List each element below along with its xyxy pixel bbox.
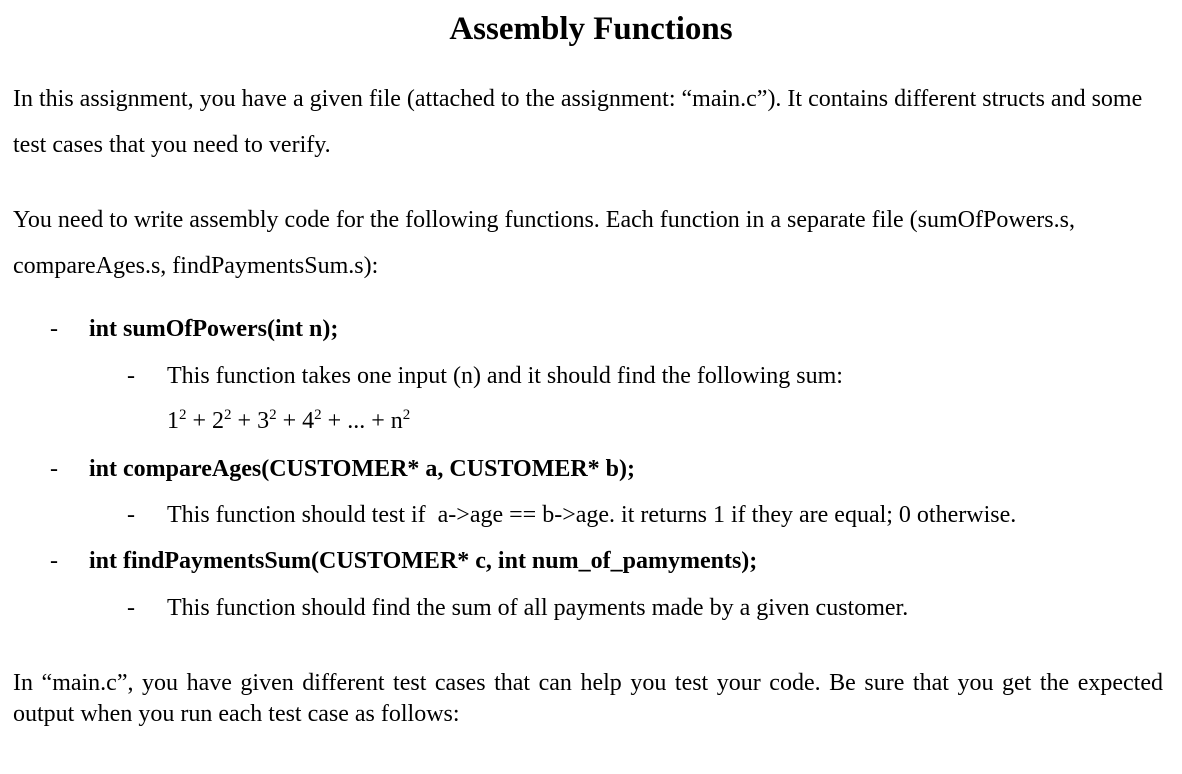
sum-of-squares-formula <box>167 405 410 437</box>
document-title: Assembly Functions <box>449 11 733 47</box>
bullet-dash: - <box>50 456 58 482</box>
formula-term-base: 1 <box>167 408 179 434</box>
function-signature: int sumOfPowers(int n); <box>89 316 339 342</box>
formula-term-exponent: 2 <box>179 407 187 423</box>
formula-term-base: 4 <box>302 408 315 434</box>
function-signature: int compareAges(CUSTOMER* a, CUSTOMER* b); <box>89 456 636 482</box>
formula-ellipsis: ... <box>347 408 366 434</box>
sub-bullet-dash: - <box>127 502 135 528</box>
instructions-paragraph: You need to write assembly code for the following functions. Each function in a separate file (sumOfPowers.s, compareAges.s, findPaymentsSum.s): <box>13 207 1075 279</box>
formula-plus: + <box>186 408 213 434</box>
formula-term-base: n <box>390 408 403 434</box>
formula-term-exponent: 2 <box>224 407 232 423</box>
formula-term-exponent: 2 <box>269 407 277 423</box>
formula-term-base: 2 <box>212 408 225 434</box>
function-signature: int findPaymentsSum(CUSTOMER* c, int num_of_pamyments); <box>89 548 758 574</box>
bullet-dash: - <box>50 316 58 342</box>
formula-term-exponent: 2 <box>402 407 411 423</box>
formula-term-base: 3 <box>257 408 270 434</box>
intro-paragraph: In this assignment, you have a given file (attached to the assignment: “main.c”). It contains different structs and some test cases that you need to verify. <box>13 86 1143 158</box>
formula-plus: + <box>231 408 258 434</box>
formula-plus: + <box>276 408 303 434</box>
formula-plus: + <box>321 408 348 434</box>
formula-plus: + <box>365 408 391 434</box>
sub-bullet-dash: - <box>127 595 135 621</box>
sub-bullet-dash: - <box>127 363 135 389</box>
function-description: This function should find the sum of all payments made by a given customer. <box>167 595 909 621</box>
formula-term-exponent: 2 <box>314 407 322 423</box>
outro-paragraph: In “main.c”, you have given different test cases that can help you test your code. Be sure that you get the expected output when you run each test case as follows: <box>13 670 1163 727</box>
function-description: This function takes one input (n) and it should find the following sum: <box>167 363 843 389</box>
function-description: This function should test if a->age == b->age. it returns 1 if they are equal; 0 otherwise. <box>167 502 1017 528</box>
bullet-dash: - <box>50 548 58 574</box>
